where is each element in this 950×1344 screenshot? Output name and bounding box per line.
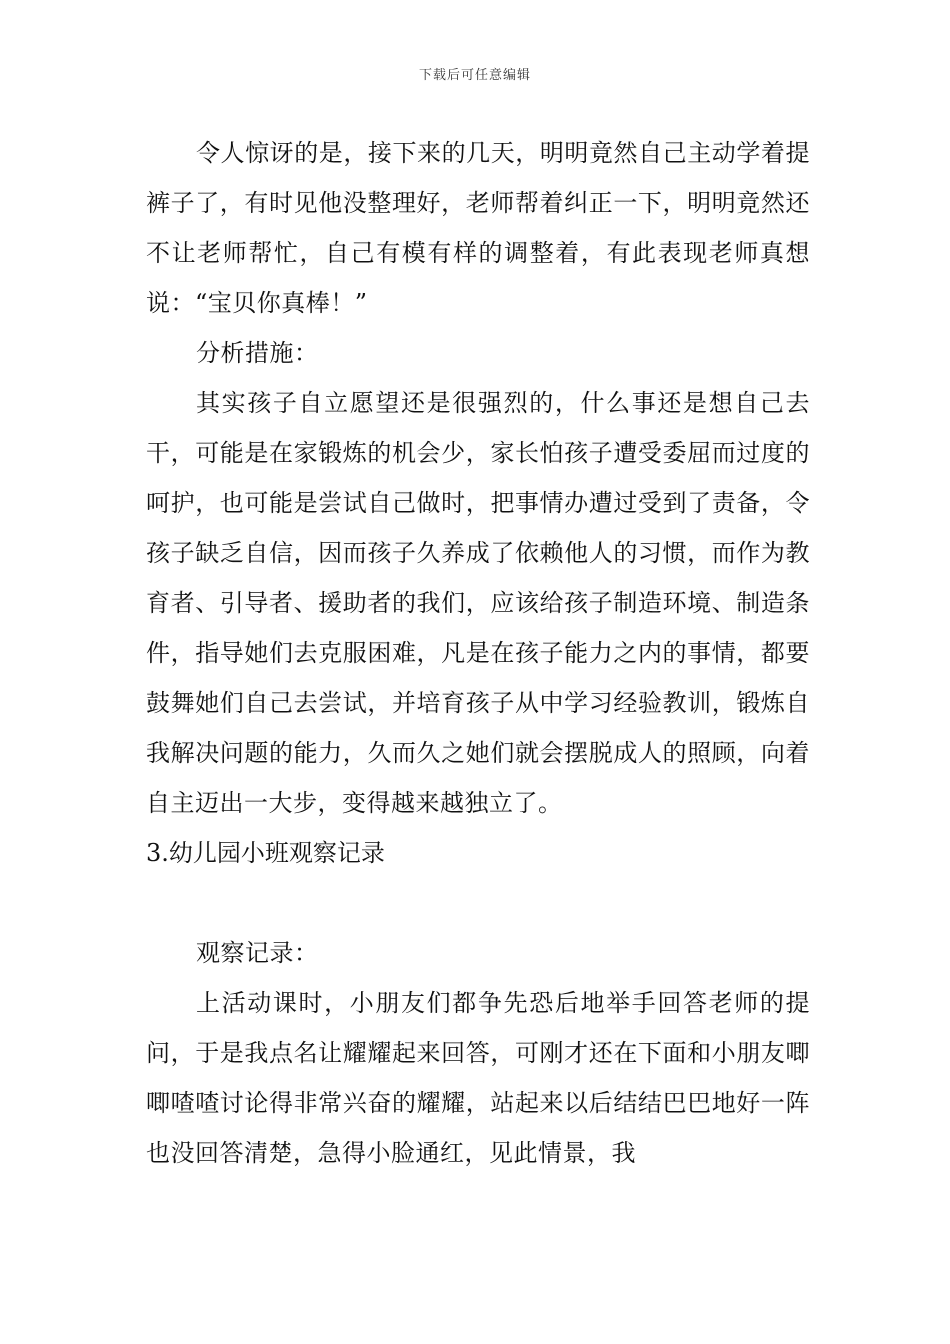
blank-line: [146, 878, 810, 928]
section-title: 3.幼儿园小班观察记录: [146, 839, 385, 867]
document-body: [146, 128, 810, 1178]
paragraph-analysis: 其实孩子自立愿望还是很强烈的，什么事还是想自己去干，可能是在家锻炼的机会少，家长怕孩子遭受委屈而过度的呵护，也可能是尝试自己做时，把事情办遭过受到了责备，令孩子缺乏自信，因而孩子久养成了依赖他人的习惯，而作为教育者、引导者、援助者的我们，应该给孩子制造环境、制造条件，指导她们去克服困难，凡是在孩子能力之内的事情，都要鼓舞她们自己去尝试，并培育孩子从中学习经验教训，锻炼自我解决问题的能力，久而久之她们就会摆脱成人的照顾，向着自主迈出一大步，变得越来越独立了。: [146, 389, 810, 817]
paragraph-observation: 上活动课时，小朋友们都争先恐后地举手回答老师的提问，于是我点名让耀耀起来回答，可刚才还在下面和小朋友唧唧喳喳讨论得非常兴奋的耀耀，站起来以后结结巴巴地好一阵也没回答清楚，急得小脸通红，见此情景，我: [146, 989, 810, 1167]
paragraph-surprise: 令人惊讶的是，接下来的几天，明明竟然自己主动学着提裤子了，有时见他没整理好，老师帮着纠正一下，明明竟然还不让老师帮忙，自己有模有样的调整着，有此表现老师真想说：“宝贝你真棒！”: [146, 139, 810, 317]
page-header: 下载后可任意编辑: [418, 68, 531, 83]
paragraph-analysis-label: 分析措施：: [196, 339, 319, 367]
paragraph-observation-label: 观察记录：: [196, 939, 319, 967]
